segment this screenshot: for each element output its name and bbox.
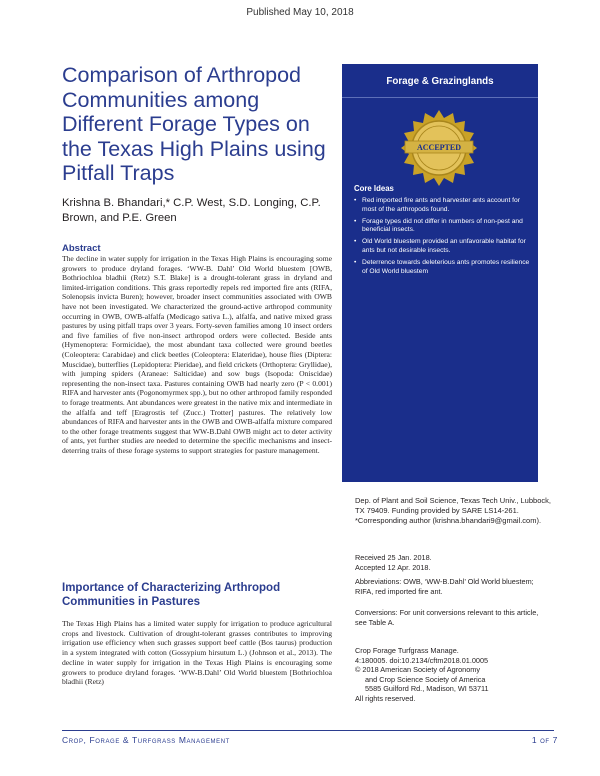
core-idea-item: • Old World bluestem provided an unfavorable habitat for ants but not desirable insects.	[354, 238, 532, 256]
badge-label: ACCEPTED	[416, 143, 462, 152]
footer-divider	[62, 730, 554, 731]
sidebar-divider	[342, 97, 538, 98]
core-idea-item: • Forage types did not differ in numbers of non-pest and beneficial insects.	[354, 218, 532, 236]
core-ideas-heading: Core Ideas	[354, 184, 394, 193]
article-title: Comparison of Arthropod Communities among Different Forage Types on the Texas High Plains using Pitfall Traps	[62, 63, 326, 185]
author-list: Krishna B. Bhandari,* C.P. West, S.D. Longing, C.P. Brown, and P.E. Green	[62, 197, 321, 224]
core-ideas-list	[354, 197, 532, 279]
conversions-note: Conversions: For unit conversions relevant to this article, see Table A.	[355, 608, 539, 627]
accepted-date: Accepted 12 Apr. 2018.	[355, 563, 431, 572]
citation-doi: 4:180005. doi:10.2134/cftm2018.01.0005	[355, 655, 489, 665]
copyright-line: © 2018 American Society of Agronomy	[355, 665, 481, 675]
citation-journal: Crop Forage Turfgrass Manage.	[355, 646, 459, 655]
abstract-heading: Abstract	[62, 243, 101, 254]
core-idea-item: • Deterrence towards deleterious ants promotes resilience of Old World bluestem	[354, 259, 532, 277]
published-date: Published May 10, 2018	[246, 7, 354, 18]
core-idea-item: • Red imported fire ants and harvester ants account for most of the arthropods found.	[354, 197, 532, 215]
section-text: The Texas High Plains has a limited water supply for irrigation to produce agricultural crops and livestock. Cultivation of drought-tolerant grasses contributes to improving irrigation use efficiency when such grasses support beef cattle (Bos taurus) production in a system integrated with cotton (Gossypium hirsutum L.) (Johnson et al., 2013). The decline in water supply for irrigation in the Texas High Plains is encouraging some growers to produce dryland forages. ‘WW-B.Dahl’ Old World bluestem [Bothriochloa bladhii (Retz)	[62, 619, 332, 687]
abbreviations-note: Abbreviations: OWB, ‘WW-B.Dahl’ Old World bluestem; RIFA, red imported fire ant.	[355, 577, 534, 596]
rights-reserved: All rights reserved.	[355, 693, 416, 703]
footer-page-number: 1 of 7	[531, 735, 558, 745]
abstract-text: The decline in water supply for irrigation in the Texas High Plains is encouraging some growers to produce dryland forages. ‘WW-B. Dahl’ Old World bluestem [OWB, Bothriochloa bladhii (Retz) S.T. Blake] is a drought-tolerant grass in dryland and limited-irrigation conditions. This grass reportedly repels red imported fire ants (RIFA, Solenopsis invicta Buren); however, broader insect communities associated with OWB have not been investigated. We characterized the ground-active arthropod community occurring in OWB, OWB-alfalfa (Medicago sativa L.), alfalfa, and native mixed grass pastures by using pitfall traps over 3 years. Forty-seven families among 10 insect orders and five families of five non-insect arthropod orders were collected. Beside ants (Hymenoptera: Formicidae), the most abundant taxa collected were ground beetles (Coleoptera: Carabidae) and click beetles (Coleoptera: Elateridae), house flies (Diptera: Muscidae), butterflies (Lepidoptera: Pieridae), and field crickets (Orthoptera: Gryllidae), with jumping spiders (Araneae: Salticidae) and sow bugs (Isopoda: Oniscidae) representing the non-insect taxa. Pastures containing OWB had nearly zero (P < 0.001) RIFA and harvester ants (Pogonomyrmex spp.), but no other arthropod family responded to forage treatments. Ant abundances were greatest in the native mix and intermediate in the alfalfa and teff [Eragrostis tef (Zucc.) Trotter] pastures. The relatively low abundances of RIFA and harvester ants in the OWB and OWB-alfalfa mixture compared to the other forage treatments suggest that WW-B.Dahl OWB might act to deter activity of ants, yet further studies are needed to determine the specific mechanisms and insect-deterring traits of these forage systems to support strategies for pasture management.	[62, 254, 332, 455]
footer-journal-name: Crop, Forage & Turfgrass Management	[62, 735, 230, 745]
copyright-line: and Crop Science Society of America	[365, 674, 486, 684]
author-affiliation: Dep. of Plant and Soil Science, Texas Tech Univ., Lubbock, TX 79409. Funding provided by SARE LS14-261. *Corresponding author (krishna.bhandari9@gmail.com).	[355, 496, 551, 526]
article-dates	[355, 553, 551, 573]
sidebar-category: Forage & Grazinglands	[386, 76, 494, 87]
copyright-address: 5585 Guilford Rd., Madison, WI 53711	[365, 684, 489, 694]
section-heading: Importance of Characterizing Arthropod Communities in Pastures	[62, 582, 281, 608]
accepted-seal-icon	[399, 108, 479, 188]
sidebar-panel	[342, 64, 538, 482]
citation-block	[355, 646, 555, 704]
received-date: Received 25 Jan. 2018.	[355, 553, 432, 562]
